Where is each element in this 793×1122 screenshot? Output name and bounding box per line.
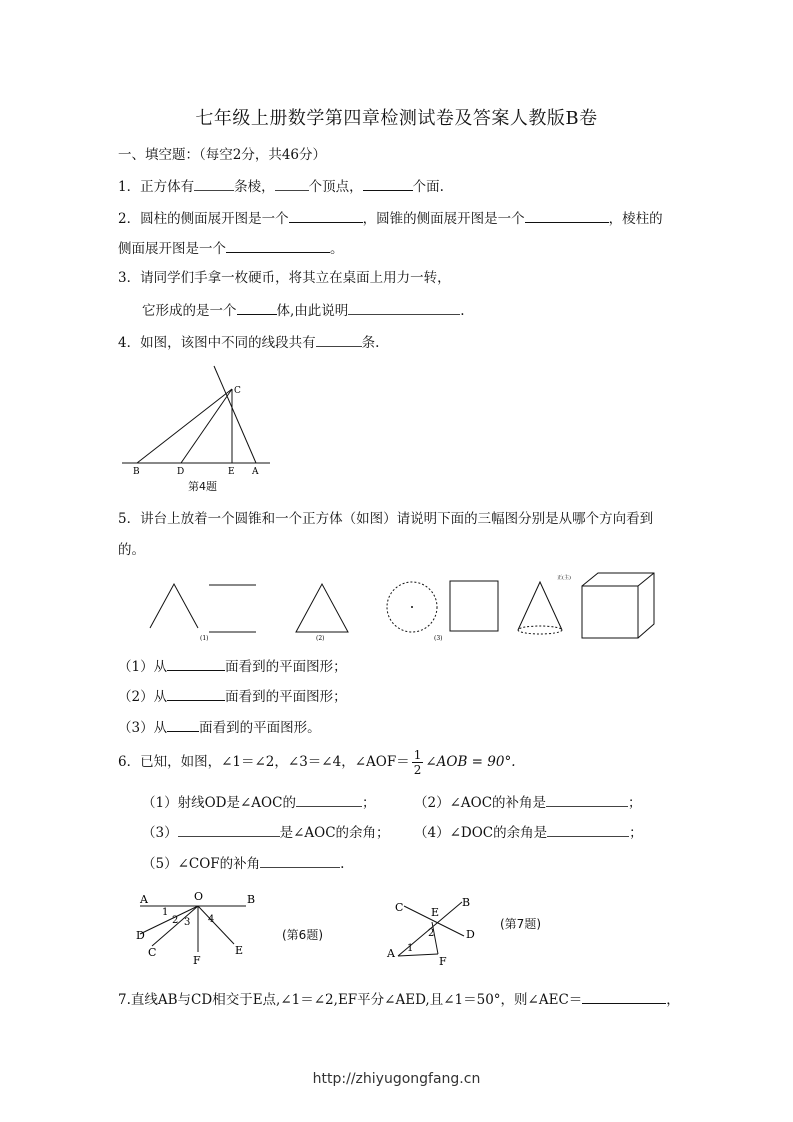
ray-oc bbox=[152, 906, 198, 946]
angle-3: 3 bbox=[184, 917, 191, 928]
question-3-cont bbox=[142, 300, 465, 320]
answer-blank[interactable] bbox=[167, 656, 225, 671]
q4-text-b: 条. bbox=[361, 335, 380, 351]
answer-blank[interactable] bbox=[296, 792, 362, 807]
q6-item-5-post: . bbox=[340, 856, 345, 872]
answer-blank[interactable] bbox=[316, 332, 362, 347]
answer-blank[interactable] bbox=[363, 176, 413, 191]
fraction-numerator: 1 bbox=[413, 748, 422, 762]
answer-blank[interactable] bbox=[547, 822, 629, 837]
figure-6 bbox=[130, 886, 270, 968]
answer-blank[interactable] bbox=[546, 792, 628, 807]
label-a: A bbox=[387, 947, 395, 960]
figure-5 bbox=[140, 572, 670, 647]
q5-item-3-post: 面看到的平面图形。 bbox=[199, 720, 321, 736]
segment-af bbox=[398, 954, 438, 956]
q6-item-1-pre: （1）射线OD是∠AOC的 bbox=[142, 795, 296, 811]
q6-text-a: 6．已知，如图，∠1＝∠2，∠3＝∠4，∠AOF＝ bbox=[118, 754, 410, 770]
q5-item-2 bbox=[118, 686, 347, 706]
label-d: D bbox=[177, 467, 185, 477]
label-o: O bbox=[194, 890, 204, 903]
q6-item-3-post: 是∠AOC的余角； bbox=[279, 825, 390, 841]
cone-3d-base bbox=[518, 626, 562, 634]
fig5-small-label: 正(主) bbox=[557, 575, 571, 581]
cone-3d-outline bbox=[518, 582, 562, 630]
label-c: C bbox=[148, 946, 157, 959]
q5-item-1-pre: （1）从 bbox=[118, 659, 168, 675]
fraction-denominator: 2 bbox=[413, 763, 422, 777]
cube-top-square bbox=[450, 581, 498, 631]
label-e: E bbox=[431, 906, 440, 919]
answer-blank[interactable] bbox=[167, 686, 225, 701]
q2-text-d: 侧面展开图是一个 bbox=[118, 241, 226, 257]
answer-blank[interactable] bbox=[289, 208, 363, 223]
q1-text-d: 个面. bbox=[412, 179, 444, 195]
cube-3d-edge bbox=[638, 573, 654, 586]
q3-text-b: 它形成的是一个 bbox=[142, 303, 237, 319]
q6-item-1-post: ； bbox=[361, 795, 376, 811]
figure-7 bbox=[384, 892, 484, 972]
label-a: A bbox=[140, 893, 148, 906]
fig5-sublabel-2: (2) bbox=[316, 635, 325, 642]
q5-item-3-pre: （3）从 bbox=[118, 720, 168, 736]
fig5-sublabel-3: (3) bbox=[434, 635, 443, 642]
label-f: F bbox=[193, 954, 201, 967]
q2-text-a: 2．圆柱的侧面展开图是一个 bbox=[118, 211, 289, 227]
q2-text-b: ，圆锥的侧面展开图是一个 bbox=[362, 211, 525, 227]
answer-blank[interactable] bbox=[348, 300, 460, 315]
label-e: E bbox=[235, 944, 244, 957]
line-ca bbox=[214, 366, 256, 463]
q5-item-1 bbox=[118, 656, 347, 676]
q6-item-4 bbox=[414, 822, 643, 842]
answer-blank[interactable] bbox=[178, 822, 280, 837]
figure-4 bbox=[118, 362, 278, 492]
angle-2: 2 bbox=[428, 928, 435, 939]
line-cd bbox=[181, 389, 232, 463]
q6-item-1 bbox=[142, 792, 375, 812]
cone-apex-dot bbox=[411, 606, 413, 608]
cone-side-triangle bbox=[296, 584, 348, 632]
question-2-cont bbox=[118, 238, 344, 258]
label-d: D bbox=[466, 928, 475, 941]
label-b: B bbox=[133, 467, 140, 477]
q6-item-5-pre: （5）∠COF的补角 bbox=[142, 856, 261, 872]
q2-text-c: ，棱柱的 bbox=[608, 211, 663, 227]
q6-item-3 bbox=[142, 822, 390, 842]
question-3: 3．请同学们手拿一枚硬币，将其立在桌面上用力一转， bbox=[118, 270, 451, 286]
section-heading: 一、填空题：（每空2分，共46分） bbox=[118, 147, 327, 163]
answer-blank[interactable] bbox=[275, 176, 309, 191]
answer-blank[interactable] bbox=[167, 717, 199, 732]
q6-item-5 bbox=[142, 853, 344, 873]
fig5-sublabel-1: (1) bbox=[200, 635, 209, 642]
q6-item-4-post: ； bbox=[629, 825, 643, 841]
q1-text-c: 个顶点， bbox=[308, 179, 363, 195]
question-4 bbox=[118, 332, 379, 352]
label-e: E bbox=[228, 467, 235, 477]
ray-oe bbox=[198, 906, 234, 944]
fraction-half bbox=[412, 748, 424, 777]
q5-item-1-post: 面看到的平面图形； bbox=[225, 659, 347, 675]
question-5: 5．讲台上放着一个圆锥和一个正方体（如图）请说明下面的三幅图分别是从哪个方向看到 bbox=[118, 511, 654, 527]
figure-6-caption: (第6题) bbox=[282, 928, 323, 942]
q2-text-e: 。 bbox=[330, 241, 344, 257]
q3-text-d: . bbox=[460, 303, 465, 319]
q6-text-b: ∠AOB = 90°. bbox=[425, 754, 516, 770]
q6-item-2 bbox=[414, 792, 642, 812]
answer-blank[interactable] bbox=[226, 238, 330, 253]
figure-4-caption: 第4题 bbox=[188, 480, 217, 493]
angle-1: 1 bbox=[407, 943, 414, 954]
question-6 bbox=[118, 748, 516, 777]
q5-item-3 bbox=[118, 717, 321, 737]
line-cb bbox=[137, 389, 232, 463]
q7-text-a: 7.直线AB与CD相交于E点,∠1＝∠2,EF平分∠AED,且∠1＝50°，则∠AEC＝ bbox=[118, 992, 583, 1008]
label-a: A bbox=[252, 467, 259, 477]
answer-blank[interactable] bbox=[525, 208, 609, 223]
cube-3d-front bbox=[582, 586, 638, 638]
cone-front-outline bbox=[150, 584, 198, 628]
q1-text-b: 条棱， bbox=[234, 179, 275, 195]
label-d: D bbox=[136, 929, 145, 942]
answer-blank[interactable] bbox=[237, 300, 277, 315]
question-1 bbox=[118, 176, 444, 196]
q3-text-c: 体,由此说明 bbox=[276, 303, 349, 319]
label-f: F bbox=[439, 955, 447, 968]
angle-4: 4 bbox=[208, 914, 215, 925]
q1-text-a: 1．正方体有 bbox=[118, 179, 195, 195]
label-c: C bbox=[395, 901, 404, 914]
question-2 bbox=[118, 208, 663, 228]
q6-item-4-pre: （4）∠DOC的余角是 bbox=[414, 825, 548, 841]
cube-3d-back bbox=[582, 573, 654, 638]
q4-text-a: 4．如图，该图中不同的线段共有 bbox=[118, 335, 316, 351]
label-b: B bbox=[247, 893, 256, 906]
q5-item-2-post: 面看到的平面图形； bbox=[225, 689, 347, 705]
footer-url[interactable]: http://zhiyugongfang.cn bbox=[312, 1071, 481, 1087]
q7-text-b: ， bbox=[666, 992, 680, 1008]
q5-item-2-pre: （2）从 bbox=[118, 689, 168, 705]
q6-item-2-pre: （2）∠AOC的补角是 bbox=[414, 795, 547, 811]
angle-1: 1 bbox=[162, 907, 169, 918]
label-b: B bbox=[462, 896, 471, 909]
q6-item-3-pre: （3） bbox=[142, 825, 178, 841]
answer-blank[interactable] bbox=[194, 176, 234, 191]
q6-item-2-post: ； bbox=[628, 795, 642, 811]
question-5-cont: 的。 bbox=[118, 542, 145, 558]
label-c: C bbox=[234, 386, 241, 396]
figure-7-caption: (第7题) bbox=[500, 917, 541, 931]
answer-blank[interactable] bbox=[260, 853, 340, 868]
page-title: 七年级上册数学第四章检测试卷及答案人教版B卷 bbox=[195, 108, 598, 129]
answer-blank[interactable] bbox=[582, 989, 666, 1004]
question-7 bbox=[118, 989, 680, 1009]
angle-2: 2 bbox=[172, 915, 179, 926]
